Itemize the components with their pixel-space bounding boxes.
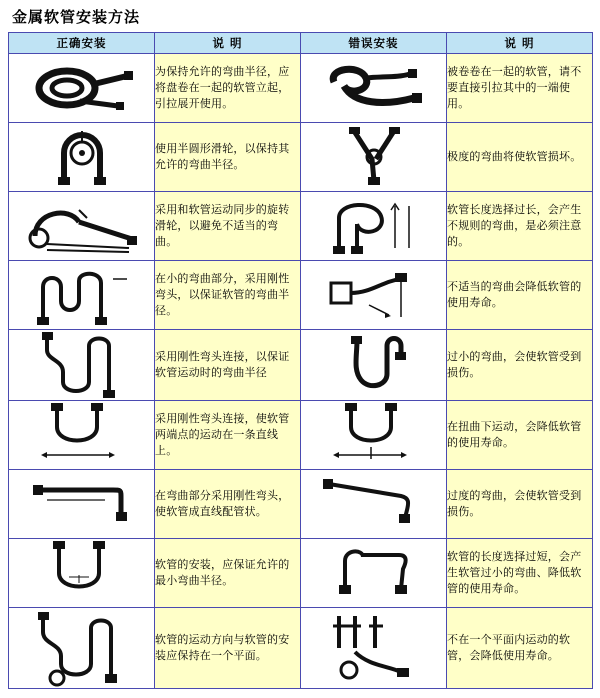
- same-plane-motion-icon: [9, 608, 155, 689]
- note-text: 极度的弯曲将使软管损坏。: [447, 123, 593, 192]
- table-row: [9, 192, 593, 261]
- page-title: 金属软管安装方法: [12, 8, 141, 26]
- note-text: 在扭曲下运动，会降低软管的使用寿命。: [447, 401, 593, 470]
- table-row: [9, 539, 593, 608]
- note-text: 过小的弯曲，会使软管受到损伤。: [447, 330, 593, 401]
- note-text: 软管的长度选择过短，会产生软管过小的弯曲、降低软管的使用寿命。: [447, 539, 593, 608]
- coiled-hose-pulled-icon: [301, 54, 447, 123]
- sync-rotating-pulley-icon: [9, 192, 155, 261]
- note-text: 软管的安装，应保证允许的最小弯曲半径。: [155, 539, 301, 608]
- rigid-bend-small-radius-icon: [9, 261, 155, 330]
- note-text: 使用半圆形滑轮，以保持其允许的弯曲半径。: [155, 123, 301, 192]
- excessive-bend-icon: [301, 470, 447, 539]
- note-text: 为保持允许的弯曲半径，应将盘卷在一起的软管立起，引拉展开使用。: [155, 54, 301, 123]
- note-text: 被卷卷在一起的软管，请不要直接引拉其中的一端使用。: [447, 54, 593, 123]
- sharp-bend-pulley-icon: [301, 123, 447, 192]
- header-wrong-note: 说 明: [447, 33, 593, 54]
- header-correct-note: 说 明: [155, 33, 301, 54]
- table-row: [9, 330, 593, 401]
- note-text: 过度的弯曲，会使软管受到损伤。: [447, 470, 593, 539]
- too-long-small-bend-icon: [301, 539, 447, 608]
- rigid-elbow-connection-icon: [9, 330, 155, 401]
- improper-bend-icon: [301, 261, 447, 330]
- straight-line-motion-icon: [9, 401, 155, 470]
- note-text: 不适当的弯曲会降低软管的使用寿命。: [447, 261, 593, 330]
- too-small-bend-icon: [301, 330, 447, 401]
- header-wrong-install: 错误安装: [301, 33, 447, 54]
- note-text: 采用和软管运动同步的旋转滑轮，以避免不适当的弯曲。: [155, 192, 301, 261]
- table-row: [9, 261, 593, 330]
- hose-installation-table: [8, 32, 593, 689]
- table-row: [9, 608, 593, 689]
- half-round-pulley-icon: [9, 123, 155, 192]
- note-text: 软管的运动方向与软管的安装应保持在一个平面。: [155, 608, 301, 689]
- straight-piping-elbow-icon: [9, 470, 155, 539]
- note-text: 采用刚性弯头连接，以保证软管运动时的弯曲半径: [155, 330, 301, 401]
- out-of-plane-motion-icon: [301, 608, 447, 689]
- note-text: 软管长度选择过长，会产生不规则的弯曲，是必须注意的。: [447, 192, 593, 261]
- table-row: [9, 54, 593, 123]
- too-long-hose-icon: [301, 192, 447, 261]
- note-text: 不在一个平面内运动的软管，会降低使用寿命。: [447, 608, 593, 689]
- table-row: [9, 470, 593, 539]
- coiled-hose-flat-icon: [9, 54, 155, 123]
- min-bend-radius-icon: [9, 539, 155, 608]
- note-text: 采用刚性弯头连接，使软管两端点的运动在一条直线上。: [155, 401, 301, 470]
- note-text: 在小的弯曲部分，采用刚性弯头，以保证软管的弯曲半径。: [155, 261, 301, 330]
- note-text: 在弯曲部分采用刚性弯头，使软管成直线配管状。: [155, 470, 301, 539]
- twisting-motion-icon: [301, 401, 447, 470]
- table-header-row: [9, 33, 593, 54]
- table-row: [9, 123, 593, 192]
- header-correct-install: 正确安装: [9, 33, 155, 54]
- table-row: [9, 401, 593, 470]
